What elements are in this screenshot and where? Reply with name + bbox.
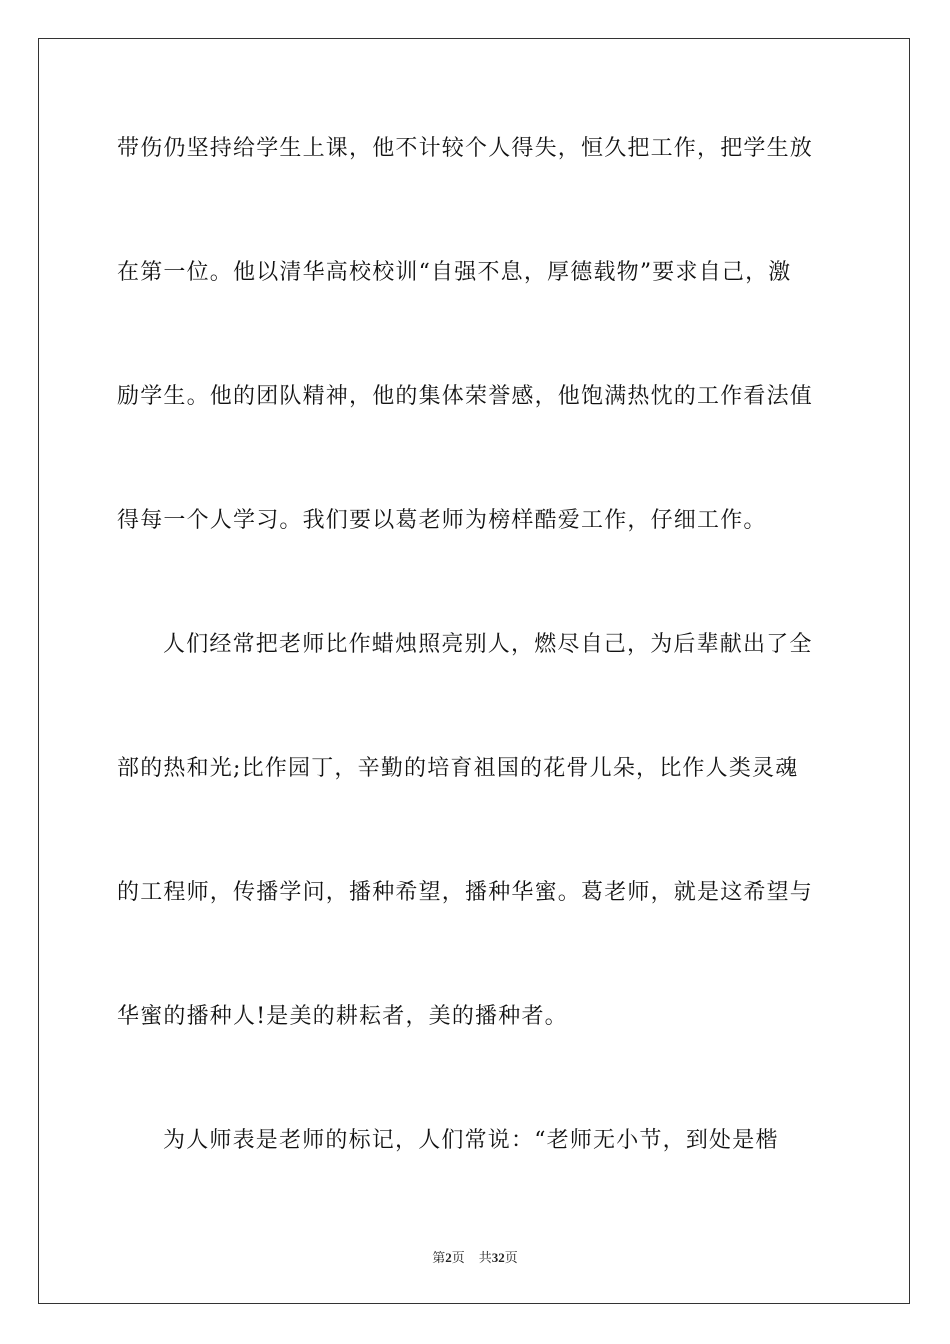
footer-page-number: 2 [445,1250,452,1265]
text-line: 华蜜的播种人!是美的耕耘者，美的播种者。 [117,1004,568,1029]
text-line: 人们经常把老师比作蜡烛照亮别人，燃尽自己，为后辈献出了全 [163,632,813,657]
paragraph-1 [117,118,833,614]
text-line: 为人师表是老师的标记，人们常说：“老师无小节，到处是楷 [163,1128,779,1153]
text-line: 带伤仍坚持给学生上课，他不计较个人得失，恒久把工作，把学生放 [117,136,814,161]
document-body [117,118,833,1234]
text-line: 在第一位。他以清华高校校训“自强不息，厚德载物”要求自己，激 [117,260,792,285]
footer-page-prefix: 第 [432,1251,446,1266]
paragraph-3 [117,1110,833,1234]
footer-page-suffix: 页 [451,1251,465,1266]
footer-total-suffix: 页 [504,1251,518,1266]
text-line: 得每一个人学习。我们要以葛老师为榜样酷爱工作，仔细工作。 [117,508,767,533]
page-footer [0,1247,950,1266]
paragraph-2 [117,614,833,1110]
text-line: 励学生。他的团队精神，他的集体荣誉感，他饱满热忱的工作看法值 [117,384,814,409]
text-line: 的工程师，传播学问，播种希望，播种华蜜。葛老师，就是这希望与 [117,880,814,905]
text-line: 部的热和光;比作园丁，辛勤的培育祖国的花骨儿朵，比作人类灵魂 [117,756,799,781]
footer-total-pages: 32 [491,1250,505,1265]
footer-total-prefix: 共 [478,1251,492,1266]
